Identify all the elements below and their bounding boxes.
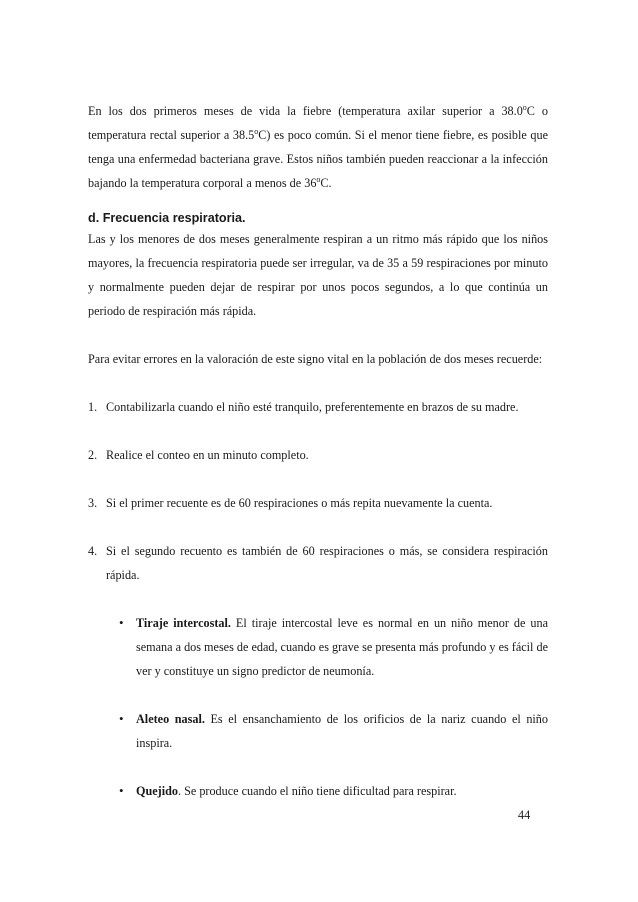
list-text: Contabilizarla cuando el niño esté tranquilo, preferentemente en brazos de su madre. (106, 400, 519, 414)
list-text: Si el segundo recuento es también de 60 respiraciones o más, se considera respiración rápida. (106, 544, 548, 582)
bullet-term: Tiraje intercostal. (136, 616, 231, 630)
signs-list (119, 611, 548, 803)
bullet-icon: • (119, 711, 124, 726)
list-number: 4. (88, 544, 98, 558)
bullet-term: Aleteo nasal. (136, 712, 205, 726)
list-item (88, 491, 548, 515)
page-content (88, 99, 548, 803)
list-item (88, 539, 548, 587)
bullet-item (119, 611, 548, 683)
list-number: 1. (88, 400, 98, 414)
list-number: 2. (88, 448, 98, 462)
list-item (88, 443, 548, 467)
bullet-item (119, 707, 548, 755)
bullet-item (119, 779, 548, 803)
reminder-lead: Para evitar errores en la valoración de este signo vital en la población de dos meses recuerde: (88, 352, 543, 366)
list-text: Si el primer recuente es de 60 respiraciones o más repita nuevamente la cuenta. (106, 496, 493, 510)
section-paragraph: Las y los menores de dos meses generalmente respiran a un ritmo más rápido que los niños mayores, la frecuencia respiratoria puede ser irregular, va de 35 a 59 respiraciones por minuto y normalmente pueden dejar de respirar por unos pocos segundos, a lo que continúa un periodo de respiración más rápida. (88, 232, 548, 318)
bullet-text: . Se produce cuando el niño tiene dificultad para respirar. (177, 784, 457, 798)
section-heading: d. Frecuencia respiratoria. (88, 211, 246, 225)
list-item (88, 395, 548, 419)
degree-sign: o (522, 102, 527, 112)
degree-sign: o (316, 174, 321, 184)
bullet-text: Es el ensanchamiento de los orificios de la nariz cuando el niño inspira. (136, 712, 548, 750)
intro-text: C) es poco común. Si el menor tiene fiebre, es posible que tenga una enfermedad bacteriana grave. Estos niños también pueden reaccionar a la infección bajando la temperatura corporal a menos de 36 (88, 128, 548, 190)
bullet-icon: • (119, 615, 124, 630)
intro-text: C o temperatura rectal superior a 38.5 (88, 104, 548, 142)
list-text: Realice el conteo en un minuto completo. (106, 448, 309, 462)
bullet-term: Quejido (136, 784, 178, 798)
intro-paragraph (88, 99, 548, 195)
list-number: 3. (88, 496, 98, 510)
intro-text: En los dos primeros meses de vida la fiebre (temperatura axilar superior a 38.0 (88, 104, 523, 118)
intro-text: C. (320, 176, 332, 190)
page-number: 44 (518, 808, 531, 822)
bullet-icon: • (119, 783, 124, 798)
degree-sign: o (254, 126, 259, 136)
bullet-text: El tiraje intercostal leve es normal en un niño menor de una semana a dos meses de edad, cuando es grave se presenta más profundo y es fácil de ver y constituye un signo predictor de neumonía. (136, 616, 548, 678)
